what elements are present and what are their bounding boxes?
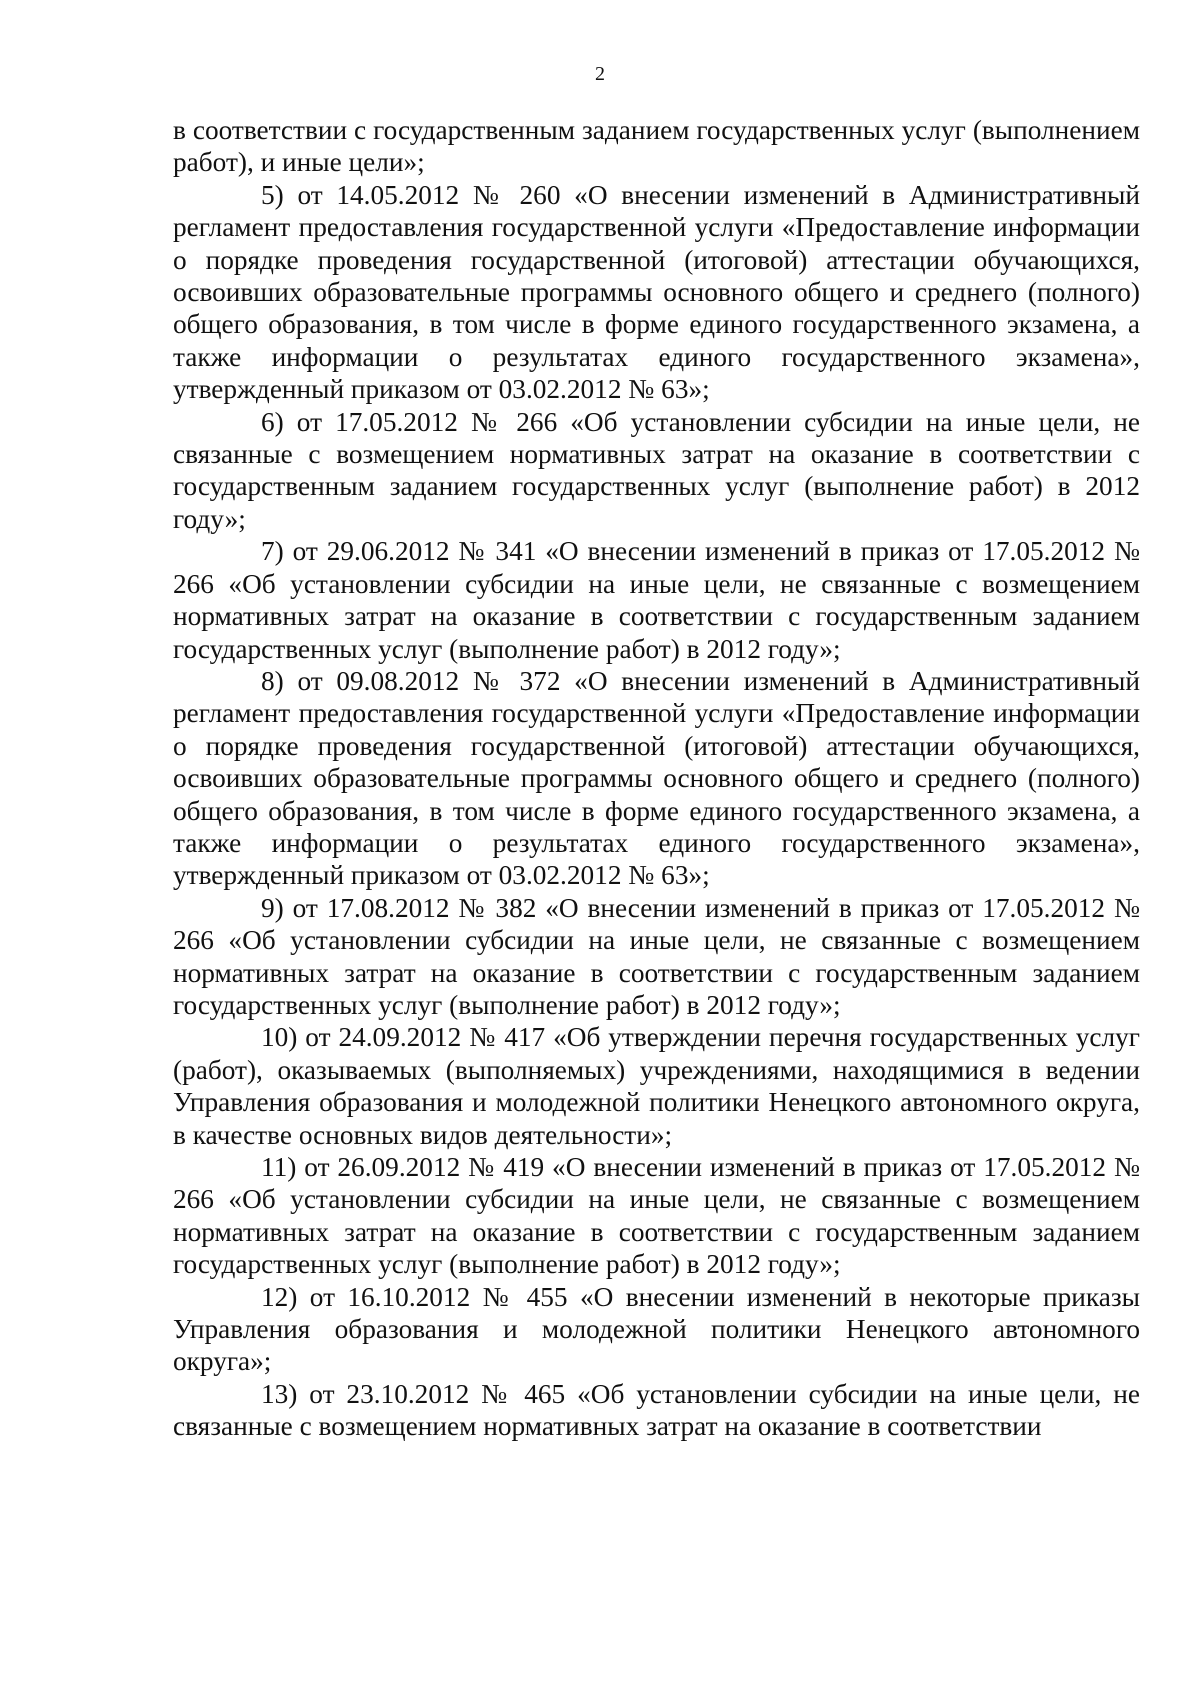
list-item-6: 6) от 17.05.2012 № 266 «Об установлении субсидии на иные цели, не связанные с возмещением нормативных затрат на оказание в соответствии с государственным заданием государственных услуг (выполнение работ) в 2012 году»; (173, 406, 1140, 534)
document-body (173, 114, 1140, 1443)
list-item-10: 10) от 24.09.2012 № 417 «Об утверждении перечня государственных услуг (работ), оказываемых (выполняемых) учреждениями, находящимися в ведении Управления образования и молодежной политики Ненецкого автономного округа, в качестве основных видов деятельности»; (173, 1022, 1140, 1150)
list-item-11: 11) от 26.09.2012 № 419 «О внесении изменений в приказ от 17.05.2012 № 266 «Об установлении субсидии на иные цели, не связанные с возмещением нормативных затрат на оказание в соответствии с государственным заданием государственных услуг (выполнение работ) в 2012 году»; (173, 1152, 1140, 1280)
list-item-7: 7) от 29.06.2012 № 341 «О внесении изменений в приказ от 17.05.2012 № 266 «Об установлении субсидии на иные цели, не связанные с возмещением нормативных затрат на оказание в соответствии с государственным заданием государственных услуг (выполнение работ) в 2012 году»; (173, 536, 1140, 664)
list-item-12: 12) от 16.10.2012 № 455 «О внесении изменений в некоторые приказы Управления образования и молодежной политики Ненецкого автономного округа»; (173, 1281, 1140, 1377)
page-number: 2 (595, 63, 605, 85)
paragraph-continuation: в соответствии с государственным заданием государственных услуг (выполнением работ), и иные цели»; (173, 115, 1140, 178)
list-item-13: 13) от 23.10.2012 № 465 «Об установлении субсидии на иные цели, не связанные с возмещением нормативных затрат на оказание в соответствии (173, 1378, 1140, 1442)
list-item-8: 8) от 09.08.2012 № 372 «О внесении изменений в Административный регламент предоставления государственной услуги «Предоставление информации о порядке проведения государственной (итоговой) аттестации обучающихся, освоивших образовательные программы основного общего и среднего (полного) общего образования, в том числе в форме единого государственного экзамена, а также информации о результатах единого государственного экзамена», утвержденный приказом от 03.02.2012 № 63»; (173, 665, 1140, 891)
list-item-9: 9) от 17.08.2012 № 382 «О внесении изменений в приказ от 17.05.2012 № 266 «Об установлении субсидии на иные цели, не связанные с возмещением нормативных затрат на оказание в соответствии с государственным заданием государственных услуг (выполнение работ) в 2012 году»; (173, 892, 1140, 1020)
list-item-5: 5) от 14.05.2012 № 260 «О внесении изменений в Административный регламент предоставления государственной услуги «Предоставление информации о порядке проведения государственной (итоговой) аттестации обучающихся, освоивших образовательные программы основного общего и среднего (полного) общего образования, в том числе в форме единого государственного экзамена, а также информации о результатах единого государственного экзамена», утвержденный приказом от 03.02.2012 № 63»; (173, 179, 1140, 405)
